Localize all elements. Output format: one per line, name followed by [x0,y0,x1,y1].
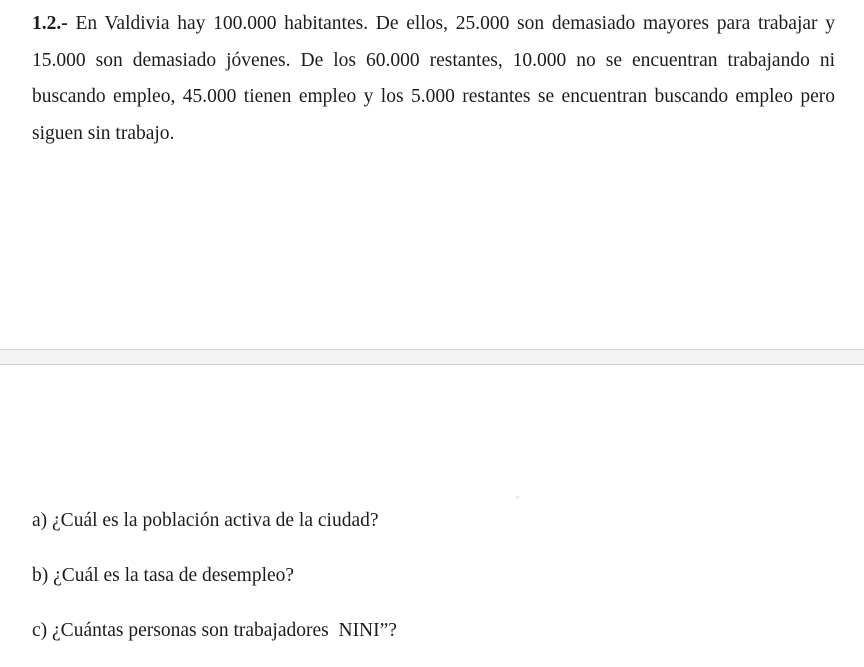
question-text: ¿Cuál es la población activa de la ciudad? [52,510,379,531]
problem-number: 1.2.- [32,13,68,34]
question-text: ¿Cuántas personas son trabajadores NINI”? [52,620,397,641]
question-c [32,619,397,643]
question-b [32,564,294,588]
question-a [32,509,379,533]
question-label: a) [32,510,48,531]
document-page-bottom [0,365,864,667]
question-label: c) [32,620,48,641]
scan-speck [516,496,519,499]
problem-statement [32,6,835,152]
problem-text: En Valdivia hay 100.000 habitantes. De ellos, 25.000 son demasiado mayores para trabajar y 15.000 son demasiado jóvenes. De los 60.000 restantes, 10.000 no se encuentran trabajando ni buscando empleo, 45.000 tienen empleo y los 5.000 restantes se encuentran buscando empleo pero siguen sin trabajo. [32,13,835,144]
page-separator [0,349,864,365]
question-text: ¿Cuál es la tasa de desempleo? [53,565,295,586]
question-label: b) [32,565,49,586]
